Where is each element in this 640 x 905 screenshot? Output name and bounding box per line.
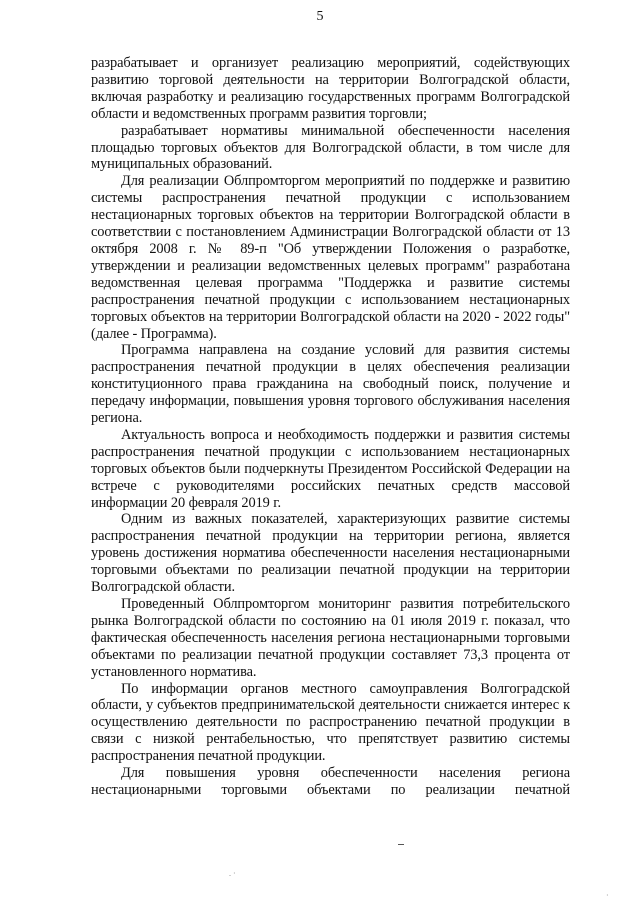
- paragraph: Одним из важных показателей, характеризующих развитие системы распространения печатной продукции на территории региона, является уровень достижения норматива обеспеченности населения нестационарными торговыми объектами по реализации печатной продукции на территории Волгоградской области.: [91, 511, 570, 596]
- scan-artifact: ·: [606, 891, 609, 900]
- scan-artifact: [398, 844, 404, 845]
- paragraph: Актуальность вопроса и необходимость поддержки и развития системы распространения печатной продукции с использованием нестационарных торговых объектов были подчеркнуты Президентом Российской Федерации на встрече с руководителями российских печатных средств массовой информации 20 февраля 2019 г.: [91, 426, 570, 511]
- paragraph: разрабатывает нормативы минимальной обеспеченности населения площадью торговых объектов для Волгоградской области, в том числе для муниципальных образований.: [91, 122, 570, 173]
- scan-artifact: . ·: [229, 869, 236, 878]
- page-number: 5: [316, 9, 324, 24]
- paragraph: Для повышения уровня обеспеченности населения региона нестационарными торговыми объектами по реализации печатной: [91, 765, 570, 798]
- paragraph: Программа направлена на создание условий для развития системы распространения печатной продукции в целях обеспечения реализации конституционного права гражданина на свободный поиск, получение и передачу информации, повышения уровня торгового обслуживания населения региона.: [91, 342, 570, 427]
- paragraph: Для реализации Облпромторгом мероприятий по поддержке и развитию системы распространения печатной продукции с использованием нестационарных торговых объектов на территории Волгоградской области в соответствии с постановлением Администрации Волгоградской области от 13 октября 2008 г. № 89-п "Об утверждении Положения о разработке, утверждении и реализации ведомственных целевых программ" разработана ведомственная целевая программа "Поддержка и развитие системы распространения печатной продукции с использованием нестационарных торговых объектов на территории Волгоградской области на 2020 - 2022 годы" (далее - Программа).: [91, 173, 570, 342]
- paragraph: разрабатывает и организует реализацию мероприятий, содействующих развитию торговой деятельности на территории Волгоградской области, включая разработку и реализацию государственных программ Волгоградской области и ведомственных программ развития торговли;: [91, 55, 570, 122]
- paragraph: По информации органов местного самоуправления Волгоградской области, у субъектов предпринимательской деятельности снижается интерес к осуществлению деятельности по распространению печатной продукции в связи с низкой рентабельностью, что препятствует развитию системы распространения печатной продукции.: [91, 680, 570, 765]
- paragraph: Проведенный Облпромторгом мониторинг развития потребительского рынка Волгоградской области по состоянию на 01 июля 2019 г. показал, что фактическая обеспеченность населения региона нестационарными торговыми объектами по реализации печатной продукции составляет 73,3 процента от установленного норматива.: [91, 596, 570, 680]
- document-body: [91, 55, 570, 799]
